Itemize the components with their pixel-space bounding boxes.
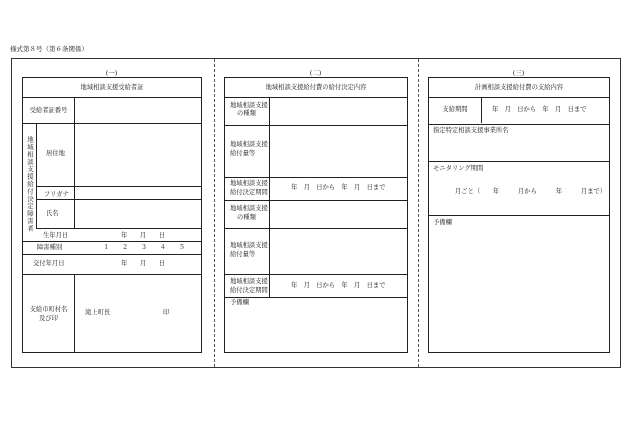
municipality-label: 支給市町村名: [29, 306, 68, 313]
period-value-b[interactable]: 年 月 日から 年 月 日まで: [291, 282, 386, 289]
amount-label-a: 地域相談支援: [230, 141, 268, 148]
notes-field[interactable]: [225, 308, 407, 352]
payment-period-label: 支給期間: [442, 106, 468, 113]
service-type-field-a[interactable]: [270, 98, 407, 124]
monitoring-label: モニタリング期間: [433, 165, 484, 172]
amount-sub-a: 給付量等: [230, 150, 256, 157]
recipient-group-label: 地域相談支援給付決定障害者: [26, 136, 34, 233]
furigana-label: フリガナ: [44, 191, 69, 198]
amount-field-b[interactable]: [270, 229, 407, 273]
service-type-sub-a: の種類: [237, 110, 256, 117]
notes-label: 予備欄: [230, 299, 249, 306]
amount-label-b: 地域相談支援: [230, 242, 268, 249]
period-label-a: 地域相談支援: [230, 180, 268, 187]
panel3-title: 計画相談支援給付費の支給内容: [474, 84, 564, 91]
address-field[interactable]: [75, 124, 201, 186]
amount-sub-b: 給付量等: [230, 251, 256, 258]
municipality-label-seal: 及び印: [39, 315, 58, 322]
payment-period-value[interactable]: 年 月 日から 年 月 日まで: [492, 106, 587, 113]
period-label-b: 地域相談支援: [230, 278, 268, 285]
panel1-title: 地域相談支援受給者証: [80, 84, 144, 91]
dob-value[interactable]: 年 月 日: [121, 232, 166, 239]
form-label: 様式第８号（第６条関係）: [10, 45, 88, 53]
service-type-field-b[interactable]: [270, 202, 407, 227]
period-sub-b: 給付決定期間: [230, 287, 268, 294]
name-field[interactable]: [75, 200, 201, 227]
panel3-number: (三): [512, 69, 525, 77]
panel-benefit-decision: [224, 77, 408, 353]
notes-field-3[interactable]: [429, 228, 609, 352]
panel-plan-support: [428, 77, 610, 353]
provider-label: 指定特定相談支援事業所名: [433, 127, 509, 134]
address-label: 居住地: [46, 150, 65, 157]
municipality-value: 滝上町長: [85, 309, 111, 316]
dob-label: 生年月日: [43, 232, 69, 239]
service-type-label-a: 地域相談支援: [230, 102, 268, 109]
cut-line-1: [214, 59, 215, 367]
seal-mark: 印: [163, 309, 170, 316]
panel2-number: (二): [309, 69, 322, 77]
period-sub-a: 給付決定期間: [230, 189, 268, 196]
furigana-field[interactable]: [75, 187, 201, 198]
panel-recipient-certificate: [22, 77, 202, 353]
name-label: 氏名: [46, 210, 59, 217]
service-type-sub-b: の種類: [237, 214, 256, 221]
period-value-a[interactable]: 年 月 日から 年 月 日まで: [291, 184, 386, 191]
recipient-no-field[interactable]: [75, 98, 201, 122]
notes-label-3: 予備欄: [433, 219, 452, 226]
disability-label: 障害種別: [37, 244, 63, 251]
panel2-title: 地域相談支援給付費の給付決定内容: [265, 84, 367, 91]
monitoring-value[interactable]: 月ごと（ 年 月から 年 月まで）: [455, 188, 607, 195]
issue-date-label: 交付年月日: [33, 260, 65, 267]
disability-options[interactable]: １ ２ ３ ４ ５: [103, 244, 185, 251]
cut-line-2: [418, 59, 419, 367]
amount-field-a[interactable]: [270, 126, 407, 176]
issue-date-value[interactable]: 年 月 日: [121, 260, 166, 267]
service-type-label-b: 地域相談支援: [230, 205, 268, 212]
recipient-no-label: 受給者証番号: [29, 107, 68, 114]
provider-field[interactable]: [429, 136, 609, 160]
panel1-number: (一): [105, 69, 118, 77]
